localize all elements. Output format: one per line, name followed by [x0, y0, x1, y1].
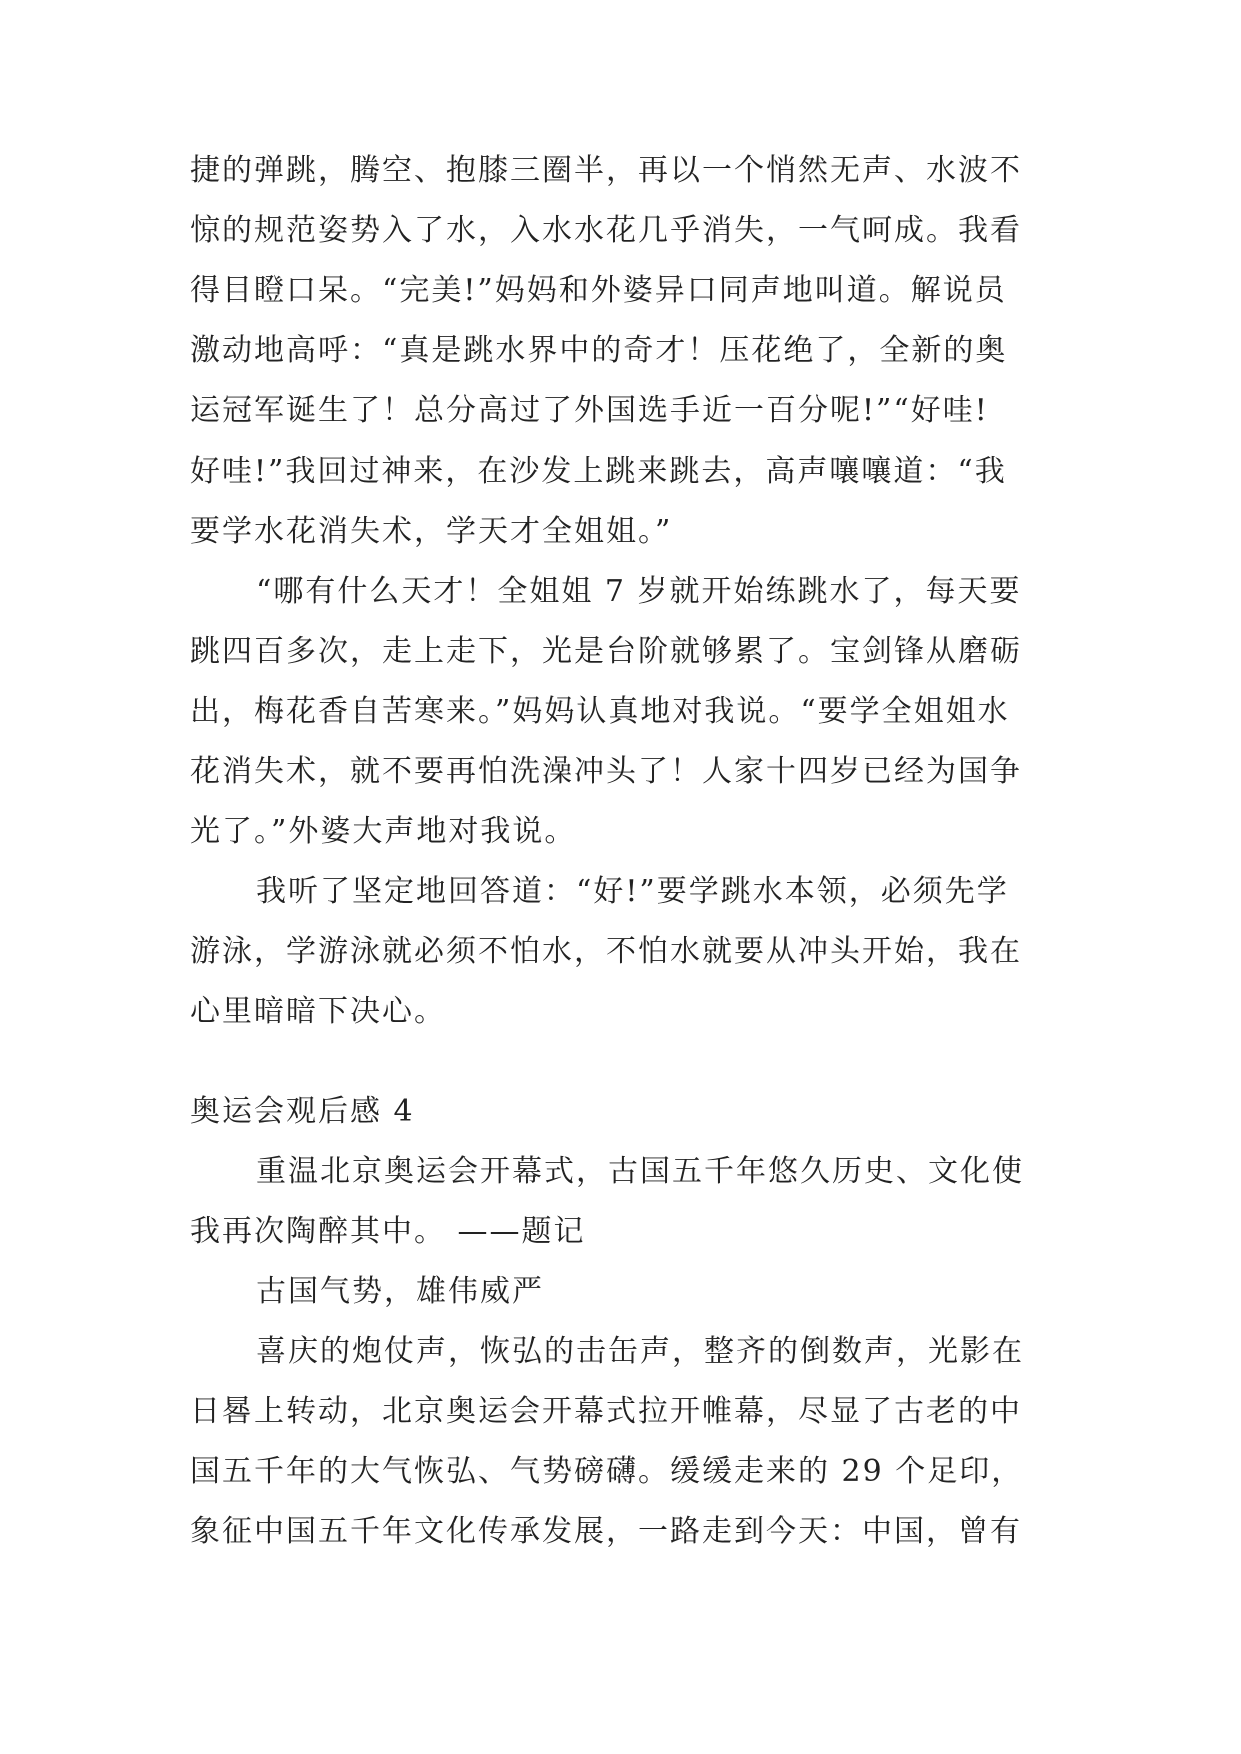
text-line: 得目瞪口呆。“完美!”妈妈和外婆异口同声地叫道。解说员 — [190, 273, 1007, 308]
text-line: 惊的规范姿势入了水，入水水花几乎消失，一气呵成。我看 — [190, 213, 1022, 248]
text-line: 激动地高呼：“真是跳水界中的奇才！压花绝了，全新的奥 — [190, 333, 1008, 368]
subheading: 古国气势，雄伟威严 — [256, 1274, 544, 1309]
text-line: “哪有什么天才！全姐姐 7 岁就开始练跳水了，每天要 — [256, 574, 1022, 609]
text-line: 我再次陶醉其中。 ——题记 — [190, 1214, 586, 1249]
text-line: 喜庆的炮仗声，恢弘的击缶声，整齐的倒数声，光影在 — [256, 1334, 1024, 1369]
text-line: 国五千年的大气恢弘、气势磅礴。缓缓走来的 29 个足印， — [190, 1454, 1024, 1489]
text-line: 出，梅花香自苦寒来。”妈妈认真地对我说。“要学全姐姐水 — [190, 694, 1010, 729]
text-line: 好哇!”我回过神来，在沙发上跳来跳去，高声嚷嚷道：“我 — [190, 454, 1007, 489]
text-line: 捷的弹跳，腾空、抱膝三圈半，再以一个悄然无声、水波不 — [190, 153, 1022, 188]
section-heading: 奥运会观后感 4 — [190, 1094, 415, 1129]
text-line: 要学水花消失术，学天才全姐姐。” — [190, 514, 673, 549]
text-line: 跳四百多次，走上走下，光是台阶就够累了。宝剑锋从磨砺 — [190, 634, 1022, 669]
text-line: 重温北京奥运会开幕式，古国五千年悠久历史、文化使 — [256, 1154, 1024, 1189]
text-line: 运冠军诞生了！总分高过了外国选手近一百分呢!”“好哇! — [190, 393, 989, 428]
text-line: 光了。”外婆大声地对我说。 — [190, 814, 577, 849]
text-line: 我听了坚定地回答道：“好!”要学跳水本领，必须先学 — [256, 874, 1009, 909]
text-line: 日晷上转动，北京奥运会开幕式拉开帷幕，尽显了古老的中 — [190, 1394, 1022, 1429]
text-line: 游泳，学游泳就必须不怕水，不怕水就要从冲头开始，我在 — [190, 934, 1022, 969]
text-line: 花消失术，就不要再怕洗澡冲头了！人家十四岁已经为国争 — [190, 754, 1022, 789]
text-line: 心里暗暗下决心。 — [190, 994, 446, 1029]
text-line: 象征中国五千年文化传承发展，一路走到今天：中国，曾有 — [190, 1514, 1022, 1549]
